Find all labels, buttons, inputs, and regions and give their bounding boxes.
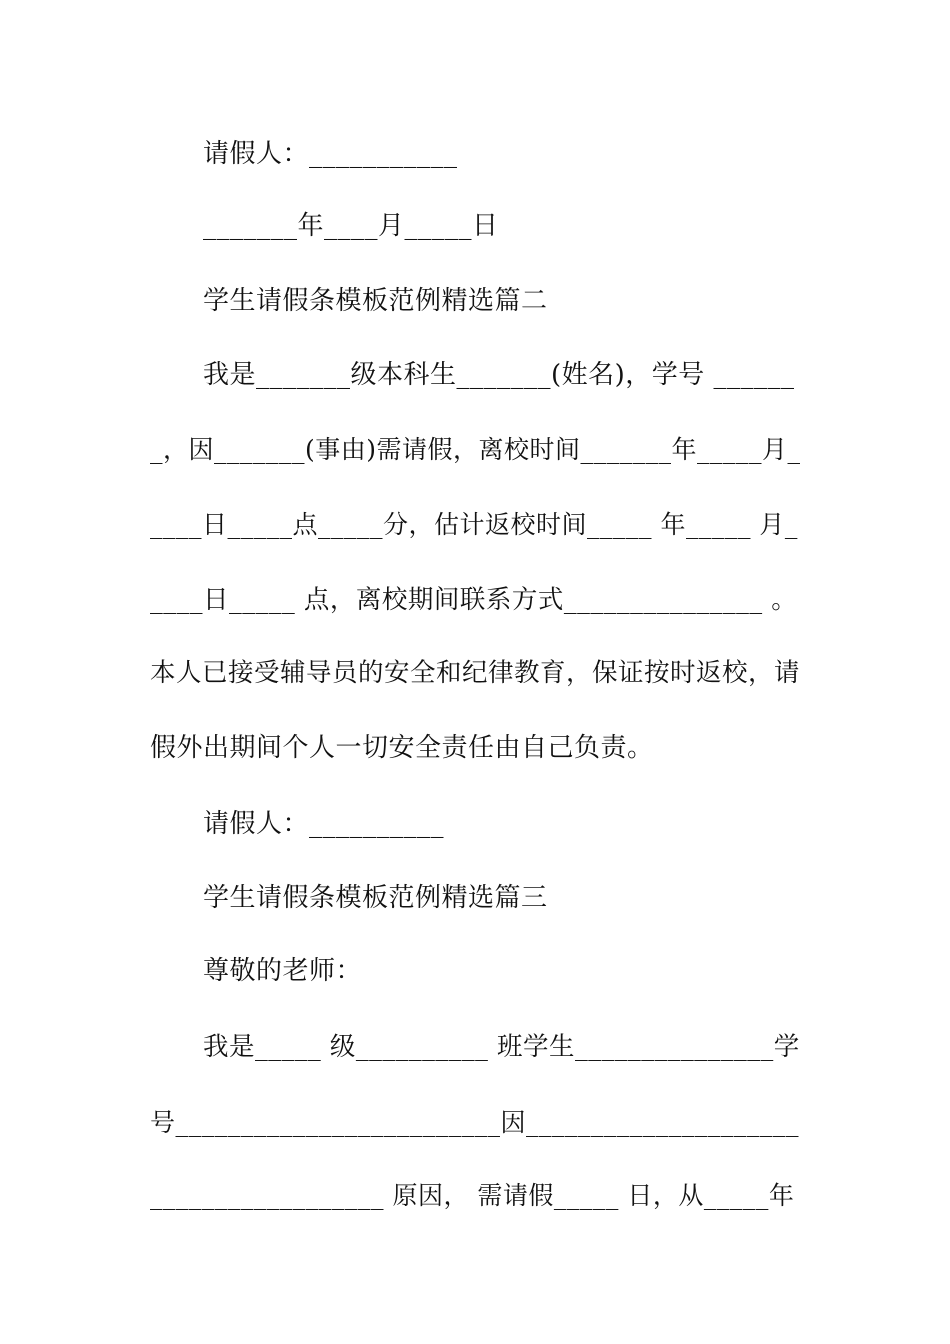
body-line: _，因_______(事由)需请假，离校时间_______年_____月_ — [150, 435, 801, 464]
body-line: __________________ 原因， 需请假_____ 日，从_____年 — [150, 1181, 795, 1210]
body-line: 本人已接受辅导员的安全和纪律教育，保证按时返校，请 — [150, 658, 801, 688]
body-line: 号_________________________因_____________________ — [150, 1108, 800, 1137]
date-line: _______年____月_____日 — [203, 211, 499, 241]
body-line: 我是_____ 级__________ 班学生_______________学 — [203, 1032, 800, 1062]
applicant-signature-line: 请假人：__________ — [203, 809, 445, 839]
body-line: 我是_______级本科生_______(姓名)，学号 ______ — [203, 360, 795, 390]
body-line: 假外出期间个人一切安全责任由自己负责。 — [150, 733, 654, 763]
applicant-signature-line: 请假人：___________ — [203, 139, 458, 169]
body-line: ____日_____ 点，离校期间联系方式_______________ 。 — [150, 585, 798, 615]
section-heading-2: 学生请假条模板范例精选篇二 — [203, 286, 548, 316]
section-heading-3: 学生请假条模板范例精选篇三 — [203, 883, 548, 913]
body-line: ____日_____点_____分，估计返校时间_____ 年_____ 月_ — [150, 510, 798, 539]
salutation: 尊敬的老师： — [203, 956, 363, 986]
